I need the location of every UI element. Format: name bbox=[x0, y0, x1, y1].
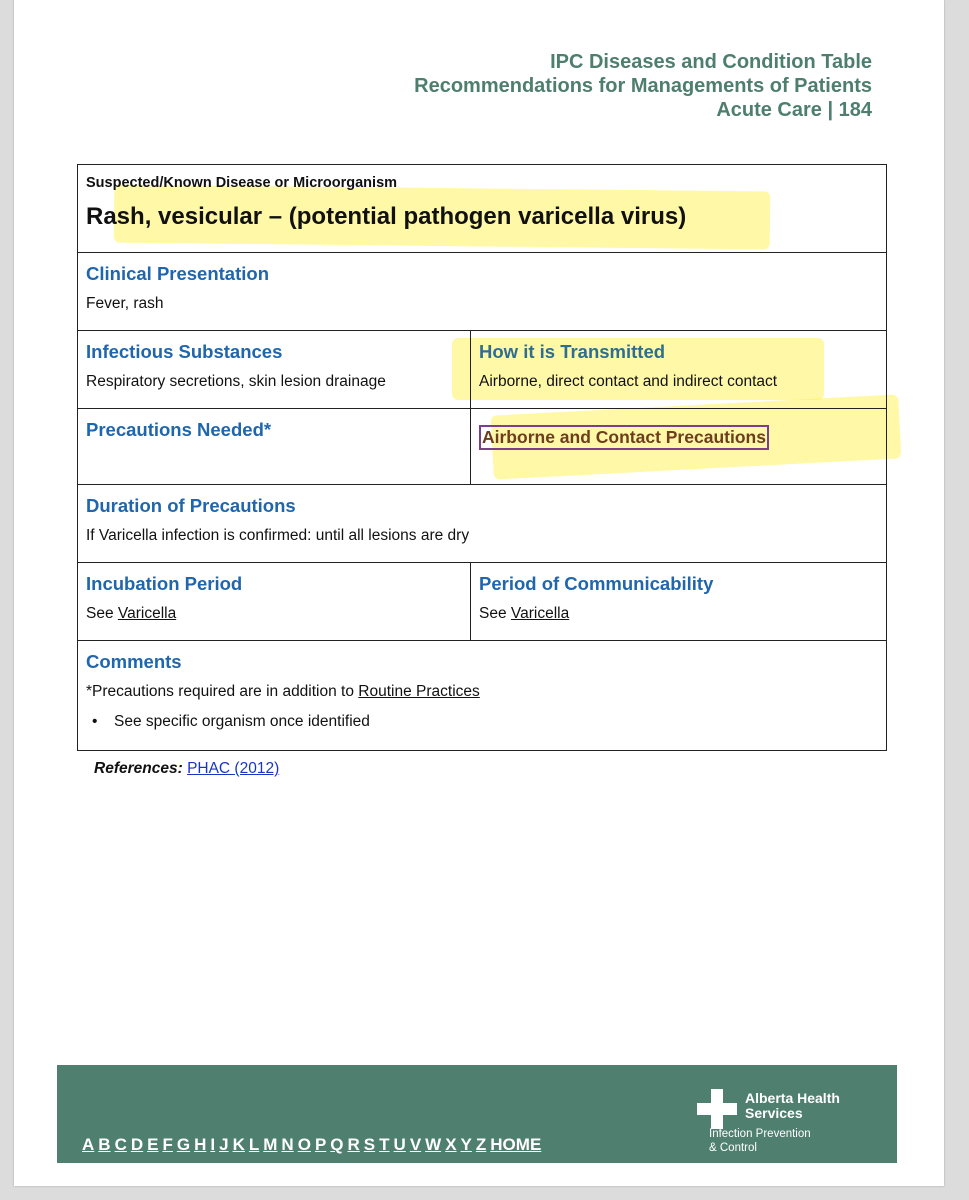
page-header bbox=[414, 50, 872, 122]
references bbox=[94, 760, 279, 778]
incubation-text bbox=[86, 605, 462, 623]
index-link-d[interactable]: D bbox=[130, 1135, 144, 1154]
index-link-e[interactable]: E bbox=[147, 1135, 159, 1154]
transmit-cell bbox=[471, 331, 887, 409]
index-link-j[interactable]: J bbox=[219, 1135, 229, 1154]
precautions-link[interactable]: Airborne and Contact Precautions bbox=[479, 425, 769, 450]
index-link-p[interactable]: P bbox=[314, 1135, 327, 1154]
bullet-dot: • bbox=[92, 713, 98, 730]
references-label: References: bbox=[94, 760, 183, 777]
header-subtitle: Recommendations for Managements of Patients bbox=[414, 75, 872, 97]
infectious-text: Respiratory secretions, skin lesion drainage bbox=[86, 373, 386, 390]
index-link-v[interactable]: V bbox=[409, 1135, 422, 1154]
communicability-text bbox=[479, 605, 878, 623]
index-link-g[interactable]: G bbox=[176, 1135, 191, 1154]
comments-bullet bbox=[86, 713, 878, 731]
communicability-title: Period of Communicability bbox=[479, 573, 714, 594]
ahs-name-line1: Alberta Health bbox=[745, 1090, 840, 1106]
transmit-text: Airborne, direct contact and indirect contact bbox=[479, 373, 778, 390]
index-link-n[interactable]: N bbox=[281, 1135, 294, 1154]
duration-text: If Varicella infection is confirmed: until all lesions are dry bbox=[86, 527, 470, 544]
ahs-cross-icon bbox=[697, 1089, 737, 1129]
incubation-title: Incubation Period bbox=[86, 573, 243, 594]
routine-practices-link[interactable]: Routine Practices bbox=[358, 683, 480, 700]
index-link-o[interactable]: O bbox=[297, 1135, 311, 1154]
clinical-text: Fever, rash bbox=[86, 295, 164, 312]
index-link-r[interactable]: R bbox=[347, 1135, 360, 1154]
index-link-q[interactable]: Q bbox=[330, 1135, 344, 1154]
disease-name: Rash, vesicular – (potential pathogen varicella virus) bbox=[86, 203, 687, 230]
transmit-title: How it is Transmitted bbox=[479, 341, 666, 362]
ahs-sub-line2: & Control bbox=[709, 1142, 757, 1154]
comments-bullet-text: See specific organism once identified bbox=[114, 713, 370, 730]
duration-title: Duration of Precautions bbox=[86, 495, 296, 516]
references-link[interactable]: PHAC (2012) bbox=[187, 760, 280, 777]
communicability-cell bbox=[471, 563, 887, 641]
index-link-h[interactable]: H bbox=[194, 1135, 207, 1154]
precautions-cell bbox=[78, 409, 471, 485]
disease-label: Suspected/Known Disease or Microorganism bbox=[86, 175, 398, 191]
index-link-y[interactable]: Y bbox=[460, 1135, 472, 1154]
index-link-z[interactable]: Z bbox=[475, 1135, 487, 1154]
header-page-number: Acute Care | 184 bbox=[716, 99, 872, 121]
disease-table bbox=[77, 164, 887, 751]
index-link-s[interactable]: S bbox=[363, 1135, 376, 1154]
comments-title: Comments bbox=[86, 651, 182, 672]
index-link-l[interactable]: L bbox=[248, 1135, 260, 1154]
communicability-see: See bbox=[479, 605, 507, 622]
ahs-subtitle bbox=[709, 1127, 811, 1155]
disease-cell bbox=[78, 165, 887, 253]
incubation-varicella-link[interactable]: Varicella bbox=[117, 605, 177, 622]
incubation-see: See bbox=[86, 605, 114, 622]
index-link-b[interactable]: B bbox=[98, 1135, 111, 1154]
comments-text-prefix: *Precautions required are in addition to bbox=[86, 683, 354, 700]
ahs-logo bbox=[697, 1089, 857, 1155]
index-link-f[interactable]: F bbox=[162, 1135, 173, 1154]
document-page bbox=[14, 0, 944, 1186]
index-link-a[interactable]: A bbox=[82, 1135, 95, 1154]
clinical-cell bbox=[78, 253, 887, 331]
comments-cell bbox=[78, 641, 887, 751]
index-link-i[interactable]: I bbox=[210, 1135, 216, 1154]
infectious-title: Infectious Substances bbox=[86, 341, 283, 362]
ahs-name-line2: Services bbox=[745, 1105, 803, 1121]
precautions-title: Precautions Needed* bbox=[86, 419, 272, 440]
index-link-w[interactable]: W bbox=[425, 1135, 442, 1154]
incubation-cell bbox=[78, 563, 471, 641]
comments-text bbox=[86, 683, 878, 701]
index-link-k[interactable]: K bbox=[232, 1135, 245, 1154]
ahs-sub-line1: Infection Prevention bbox=[709, 1128, 811, 1140]
communicability-varicella-link[interactable]: Varicella bbox=[510, 605, 570, 622]
precautions-value-cell bbox=[471, 409, 887, 485]
clinical-title: Clinical Presentation bbox=[86, 263, 269, 284]
index-link-u[interactable]: U bbox=[393, 1135, 406, 1154]
index-link-x[interactable]: X bbox=[445, 1135, 457, 1154]
header-title: IPC Diseases and Condition Table bbox=[550, 51, 872, 73]
alphabet-index bbox=[82, 1135, 545, 1155]
ahs-name bbox=[745, 1091, 840, 1121]
index-link-t[interactable]: T bbox=[379, 1135, 390, 1154]
index-link-home[interactable]: HOME bbox=[490, 1135, 542, 1154]
index-link-c[interactable]: C bbox=[114, 1135, 127, 1154]
infectious-cell bbox=[78, 331, 471, 409]
footer-bar bbox=[57, 1065, 897, 1163]
duration-cell bbox=[78, 485, 887, 563]
index-link-m[interactable]: M bbox=[263, 1135, 278, 1154]
